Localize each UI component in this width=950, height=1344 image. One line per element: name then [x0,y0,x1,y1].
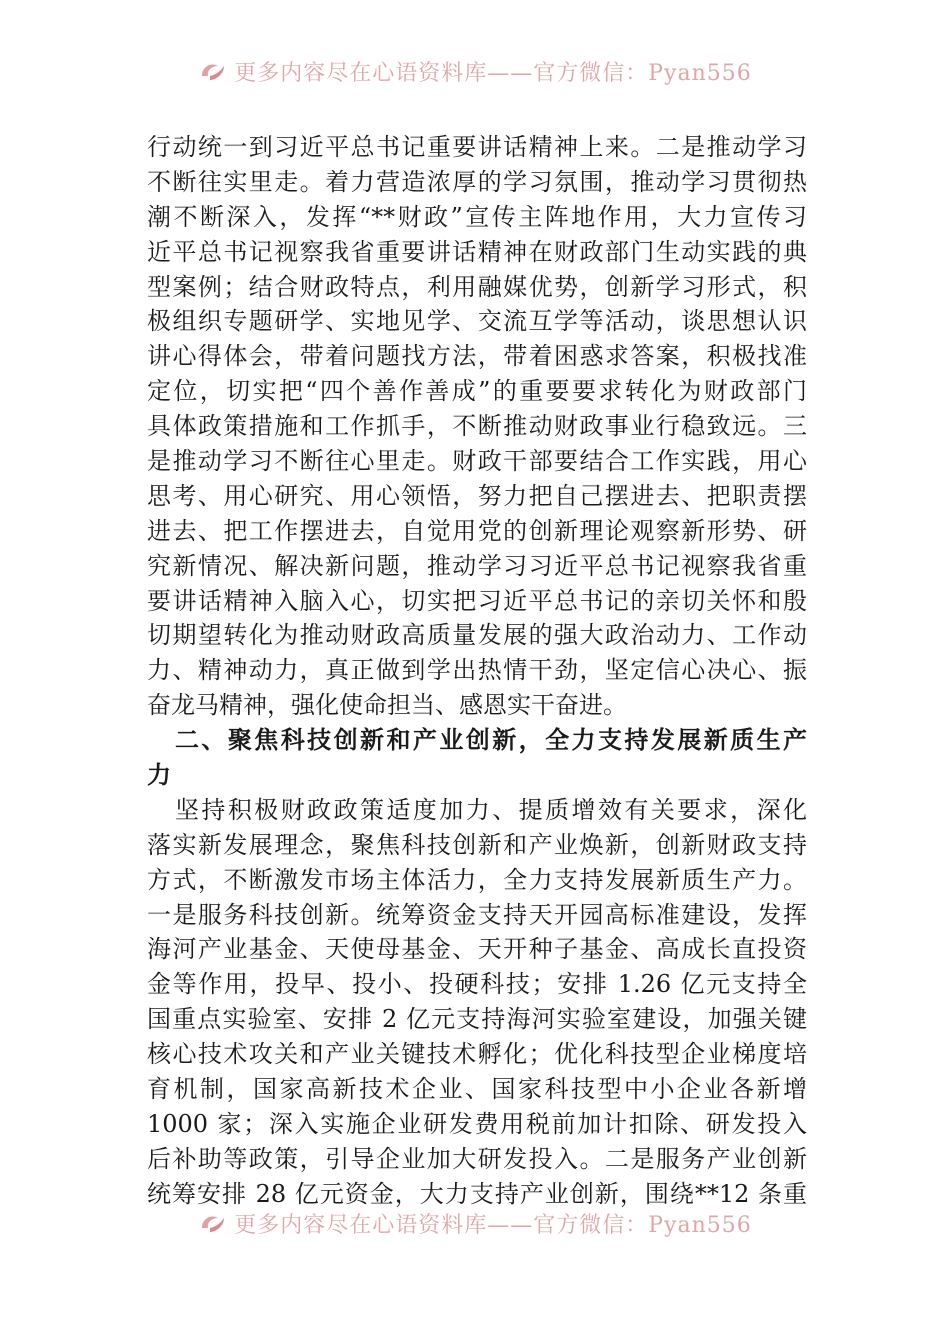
text-line: 核心技术攻关和产业关键技术孵化；优化科技型企业梯度培 [147,1040,807,1069]
text-line: 讲心得体会，带着问题找方法，带着困惑求答案，积极找准 [147,342,807,371]
text-line: 是推动学习不断往心里走。财政干部要结合工作实践，用心 [147,447,807,476]
text-line: 奋龙马精神，强化使命担当、感恩实干奋进。 [147,691,627,720]
text-line: 国重点实验室、安排 2 亿元支持海河实验室建设，加强关键 [147,1005,807,1034]
text-line: 型案例；结合财政特点，利用融媒优势，创新学习形式，积 [147,272,807,301]
text-line: 统筹安排 28 亿元资金，大力支持产业创新，围绕**12 条重 [147,1179,807,1208]
text-line: 具体政策措施和工作抓手，不断推动财政事业行稳致远。三 [147,412,807,441]
text-line: 思考、用心研究、用心领悟，努力把自己摆进去、把职责摆 [147,481,807,510]
text-line: 1000 家；深入实施企业研发费用税前加计扣除、研发投入 [147,1109,807,1138]
watermark-logo-icon [198,1210,228,1236]
watermark-text: 更多内容尽在心语资料库——官方微信：Pyan556 [234,60,752,86]
text-line: 不断往实里走。着力营造浓厚的学习氛围，推动学习贯彻热 [147,167,807,196]
text-line: 一是服务科技创新。统筹资金支持天开园高标准建设，发挥 [147,900,807,929]
text-line: 极组织专题研学、实地见学、交流互学等活动，谈思想认识 [147,307,807,336]
text-line: 究新情况、解决新问题，推动学习习近平总书记视察我省重 [147,551,807,580]
text-line: 海河产业基金、天使母基金、天开种子基金、高成长直投资 [147,935,807,964]
text-line: 方式，不断激发市场主体活力，全力支持发展新质生产力。 [147,865,807,894]
text-line: 进去、把工作摆进去，自觉用党的创新理论观察新形势、研 [147,516,807,545]
text-line: 坚持积极财政政策适度加力、提质增效有关要求，深化 [175,795,807,824]
watermark-text: 更多内容尽在心语资料库——官方微信：Pyan556 [234,1212,752,1238]
section-heading: 二、聚焦科技创新和产业创新，全力支持发展新质生产 [175,726,807,755]
text-line: 要讲话精神入脑入心，切实把习近平总书记的亲切关怀和殷 [147,586,807,615]
text-line: 定位，切实把“四个善作善成”的重要要求转化为财政部门 [147,377,807,406]
section-heading: 力 [147,761,171,790]
text-line: 近平总书记视察我省重要讲话精神在财政部门生动实践的典 [147,237,807,266]
text-line: 行动统一到习近平总书记重要讲话精神上来。二是推动学习 [147,133,807,161]
text-line: 育机制，国家高新技术企业、国家科技型中小企业各新增 [147,1075,807,1104]
watermark-header [0,54,950,88]
text-line: 后补助等政策，引导企业加大研发投入。二是服务产业创新 [147,1144,807,1173]
document-body [147,130,807,1212]
text-line: 金等作用，投早、投小、投硬科技；安排 1.26 亿元支持全 [147,970,807,999]
text-line: 潮不断深入，发挥“**财政”宣传主阵地作用，大力宣传习 [147,202,807,231]
text-line: 力、精神动力，真正做到学出热情干劲，坚定信心决心、振 [147,656,807,685]
watermark-logo-icon [198,58,228,84]
watermark-footer [0,1206,950,1240]
text-line: 落实新发展理念，聚焦科技创新和产业焕新，创新财政支持 [147,830,807,859]
text-line: 切期望转化为推动财政高质量发展的强大政治动力、工作动 [147,621,807,650]
